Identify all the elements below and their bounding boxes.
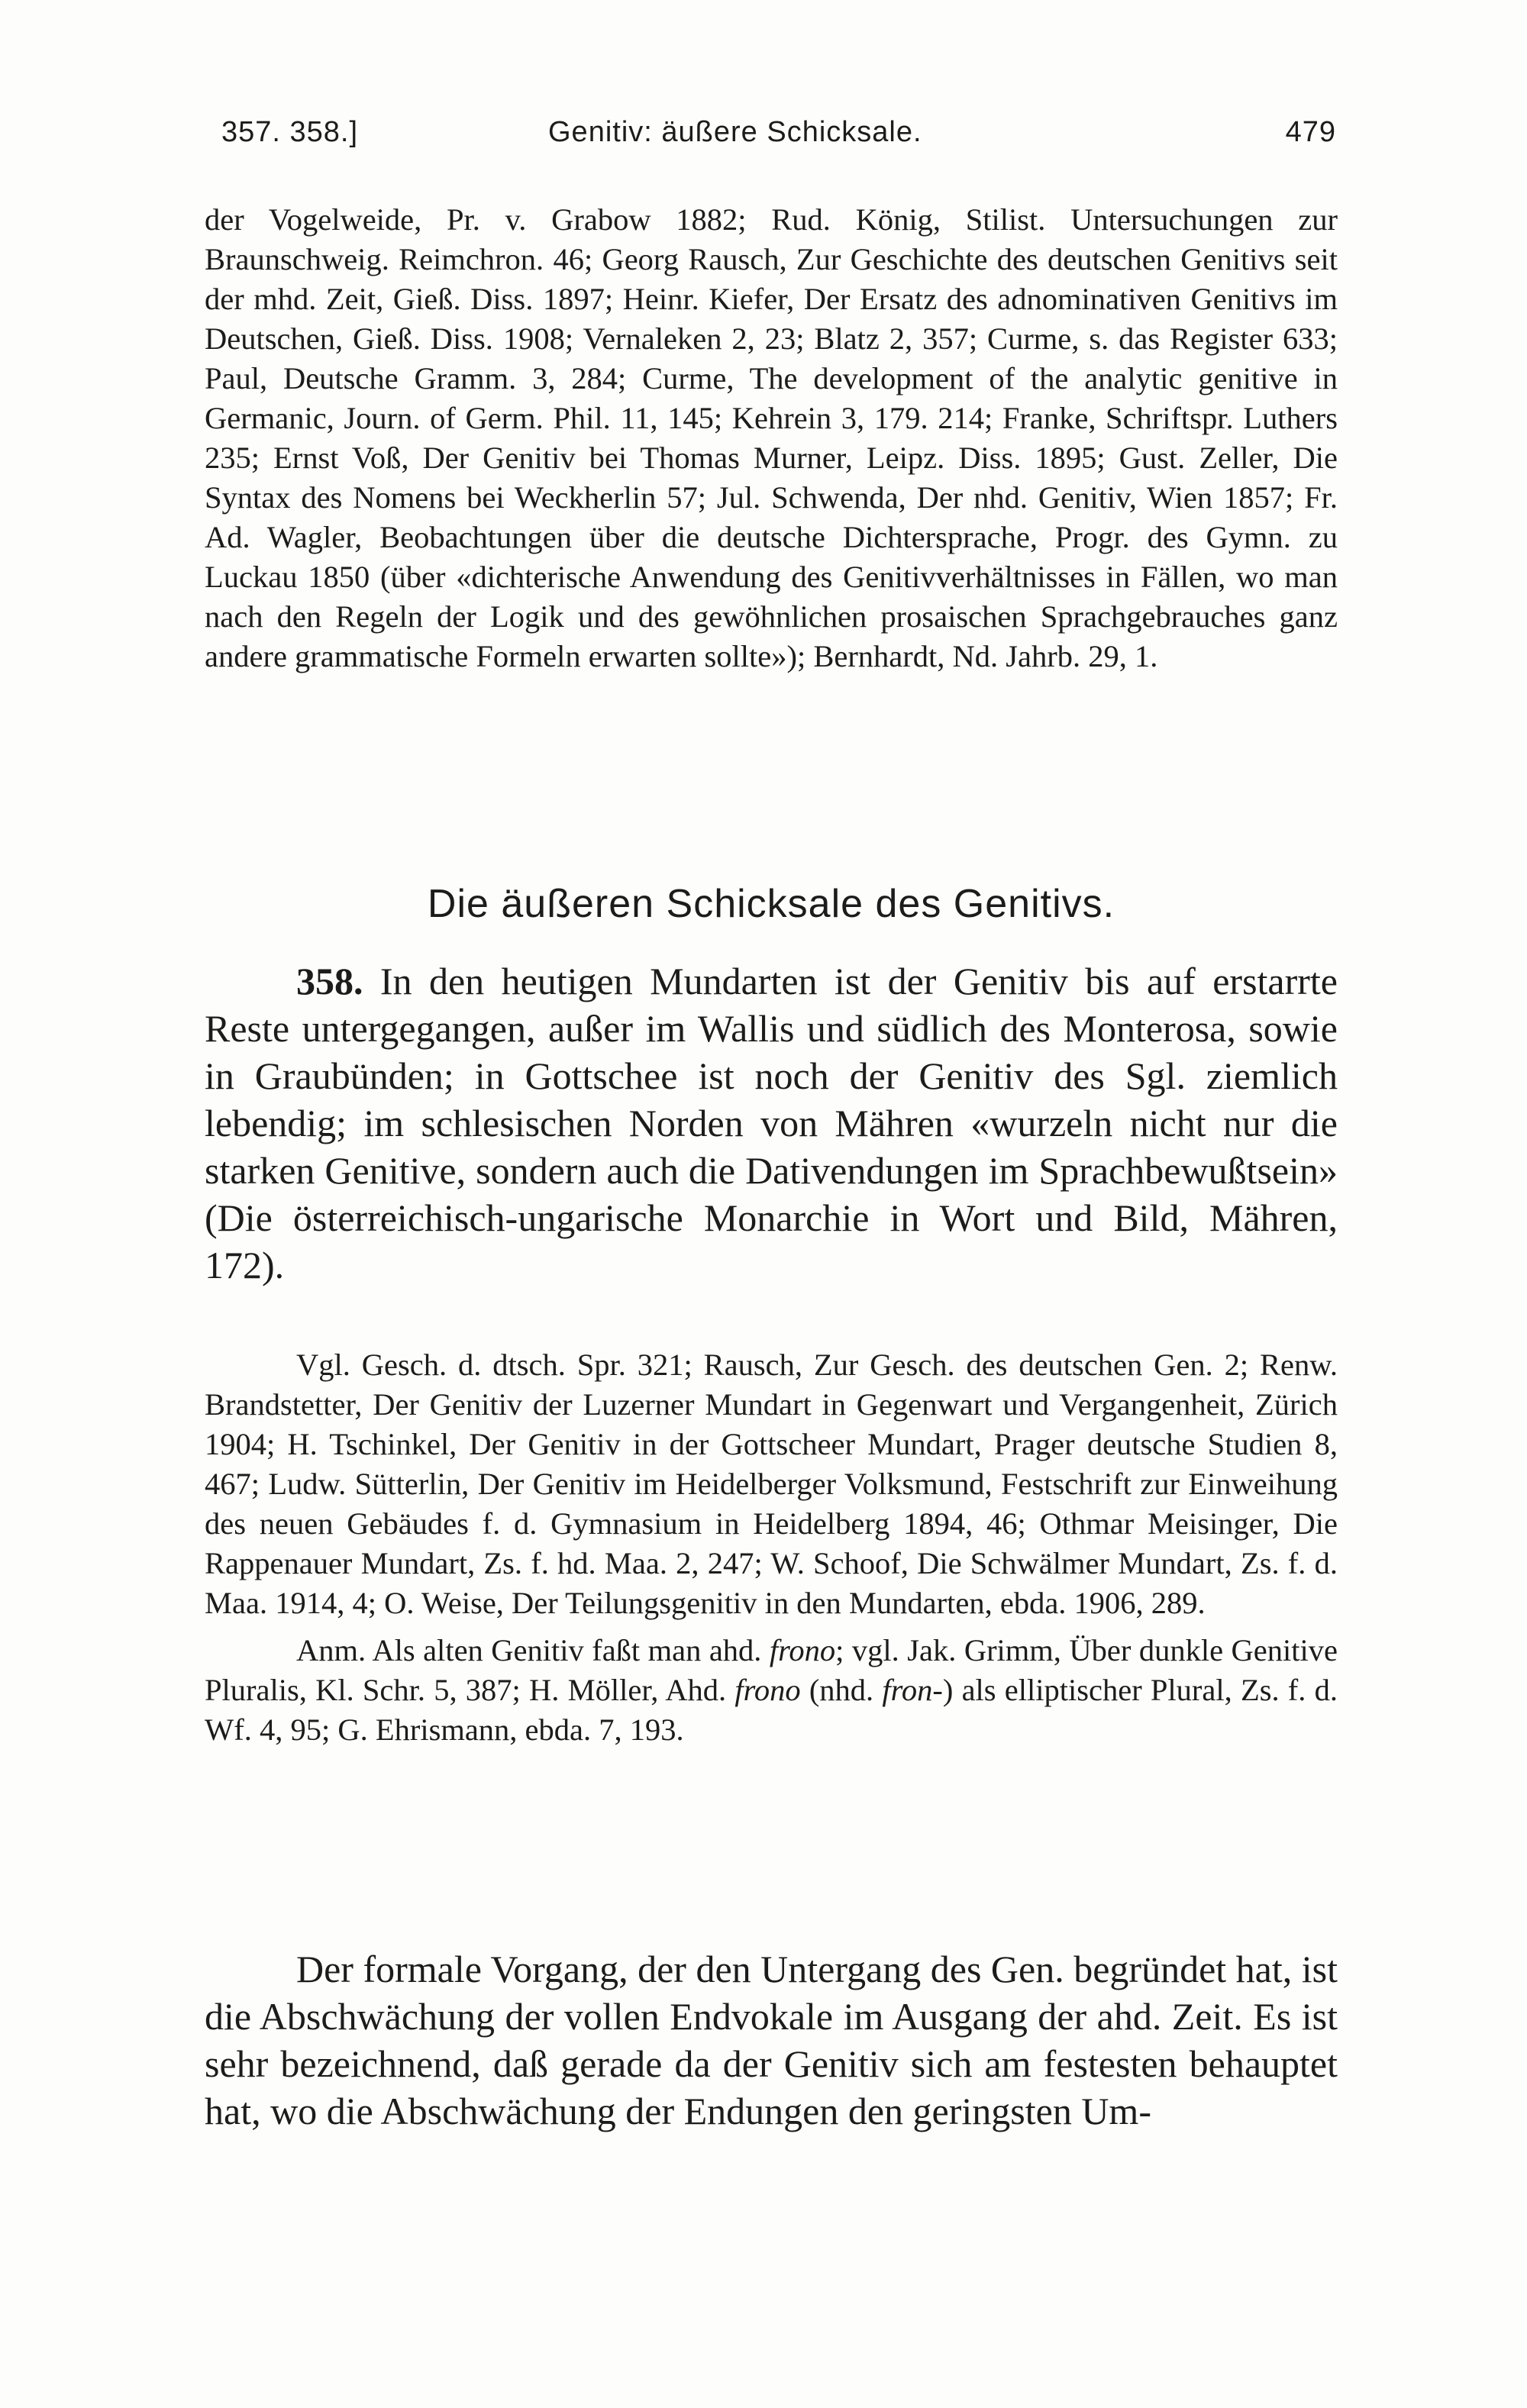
bibliography-block xyxy=(205,200,1338,676)
header-section-range: 357. 358.] xyxy=(221,116,359,148)
running-header xyxy=(221,116,1336,162)
annotation-text-1: Anm. Als alten Genitiv faßt man ahd. xyxy=(296,1633,770,1667)
section-heading: Die äußeren Schicksale des Genitivs. xyxy=(427,882,1115,926)
section-number: 358. xyxy=(296,960,363,1002)
section-paragraph xyxy=(205,957,1338,1289)
closing-paragraph: Der formale Vorgang, der den Untergang des Gen. begründet hat, ist die Abschwächung der vollen Endvokale im Ausgang der ahd. Zeit. Es ist sehr bezeichnend, daß gerade da der Genitiv sich am festesten behauptet hat, wo die Abschwächung der Endungen den geringsten Um- xyxy=(205,1948,1338,2132)
page-number: 479 xyxy=(1285,116,1336,148)
annotation-text-4: ) als elliptischer Plural, Zs. f. d. Wf. 4, 95; G. Ehrismann, ebda. 7, 193. xyxy=(205,1673,1338,1747)
section-text: In den heutigen Mundarten ist der Genitiv bis auf erstarrte Reste untergegangen, außer im Wallis und südlich des Monterosa, sowie in Graubünden; in Gottschee ist noch der Genitiv des Sgl. ziemlich lebendig; im schlesischen Norden von Mähren «wurzeln nicht nur die starken Genitive, sondern auch die Dativendungen im Sprachbewußtsein» (Die österreichisch-ungarische Monarchie in Wort und Bild, Mähren, 172). xyxy=(205,960,1338,1286)
annotation-term-fron: fron- xyxy=(882,1673,943,1707)
references-text: Vgl. Gesch. d. dtsch. Spr. 321; Rausch, Zur Gesch. des deutschen Gen. 2; Renw. Brandstetter, Der Genitiv der Luzerner Mundart in Gegenwart und Vergangenheit, Zürich 1904; H. Tschinkel, Der Genitiv in der Gottscheer Mundart, Prager deutsche Studien 8, 467; Ludw. Sütterlin, Der Genitiv im Heidelberger Volksmund, Festschrift zur Einweihung des neuen Gebäudes f. d. Gymnasium in Heidelberg 1894, 46; Othmar Meisinger, Die Rappenauer Mundart, Zs. f. hd. Maa. 2, 247; W. Schoof, Die Schwälmer Mundart, Zs. f. d. Maa. 1914, 4; O. Weise, Der Teilungsgenitiv in den Mundarten, ebda. 1906, 289. xyxy=(205,1348,1338,1620)
bibliography-text: der Vogelweide, Pr. v. Grabow 1882; Rud. König, Stilist. Untersuchungen zur Braunschweig. Reimchron. 46; Georg Rausch, Zur Geschichte des deutschen Genitivs seit der mhd. Zeit, Gieß. Diss. 1897; Heinr. Kiefer, Der Ersatz des adnominativen Genitivs im Deutschen, Gieß. Diss. 1908; Vernaleken 2, 23; Blatz 2, 357; Curme, s. das Register 633; Paul, Deutsche Gramm. 3, 284; Curme, The development of the analytic genitive in Germanic, Journ. of Germ. Phil. 11, 145; Kehrein 3, 179. 214; Franke, Schriftspr. Luthers 235; Ernst Voß, Der Genitiv bei Thomas Murner, Leipz. Diss. 1895; Gust. Zeller, Die Syntax des Nomens bei Weckherlin 57; Jul. Schwenda, Der nhd. Genitiv, Wien 1857; Fr. Ad. Wagler, Beobachtungen über die deutsche Dichtersprache, Progr. des Gymn. zu Luckau 1850 (über «dichterische Anwendung des Genitivverhältnisses in Fällen, wo man nach den Regeln der Logik und des gewöhnlichen prosaischen Sprachgebrauches ganz andere grammatische Formeln erwarten sollte»); Bernhardt, Nd. Jahrb. 29, 1. xyxy=(205,202,1338,673)
references-block xyxy=(205,1345,1338,1750)
annotation-term-frono-2: frono xyxy=(734,1673,801,1707)
annotation-text-3: (nhd. xyxy=(800,1673,883,1707)
annotation-term-frono: frono xyxy=(769,1633,836,1667)
closing-block xyxy=(205,1945,1338,2135)
annotation-text-2: ; vgl. Jak. Grimm, Über dunkle Genitive Pluralis, Kl. Schr. 5, 387; H. Möller, Ahd. xyxy=(205,1633,1338,1707)
section-358 xyxy=(205,957,1338,1289)
header-title: Genitiv: äußere Schicksale. xyxy=(548,116,922,148)
annotation-paragraph xyxy=(205,1631,1338,1750)
